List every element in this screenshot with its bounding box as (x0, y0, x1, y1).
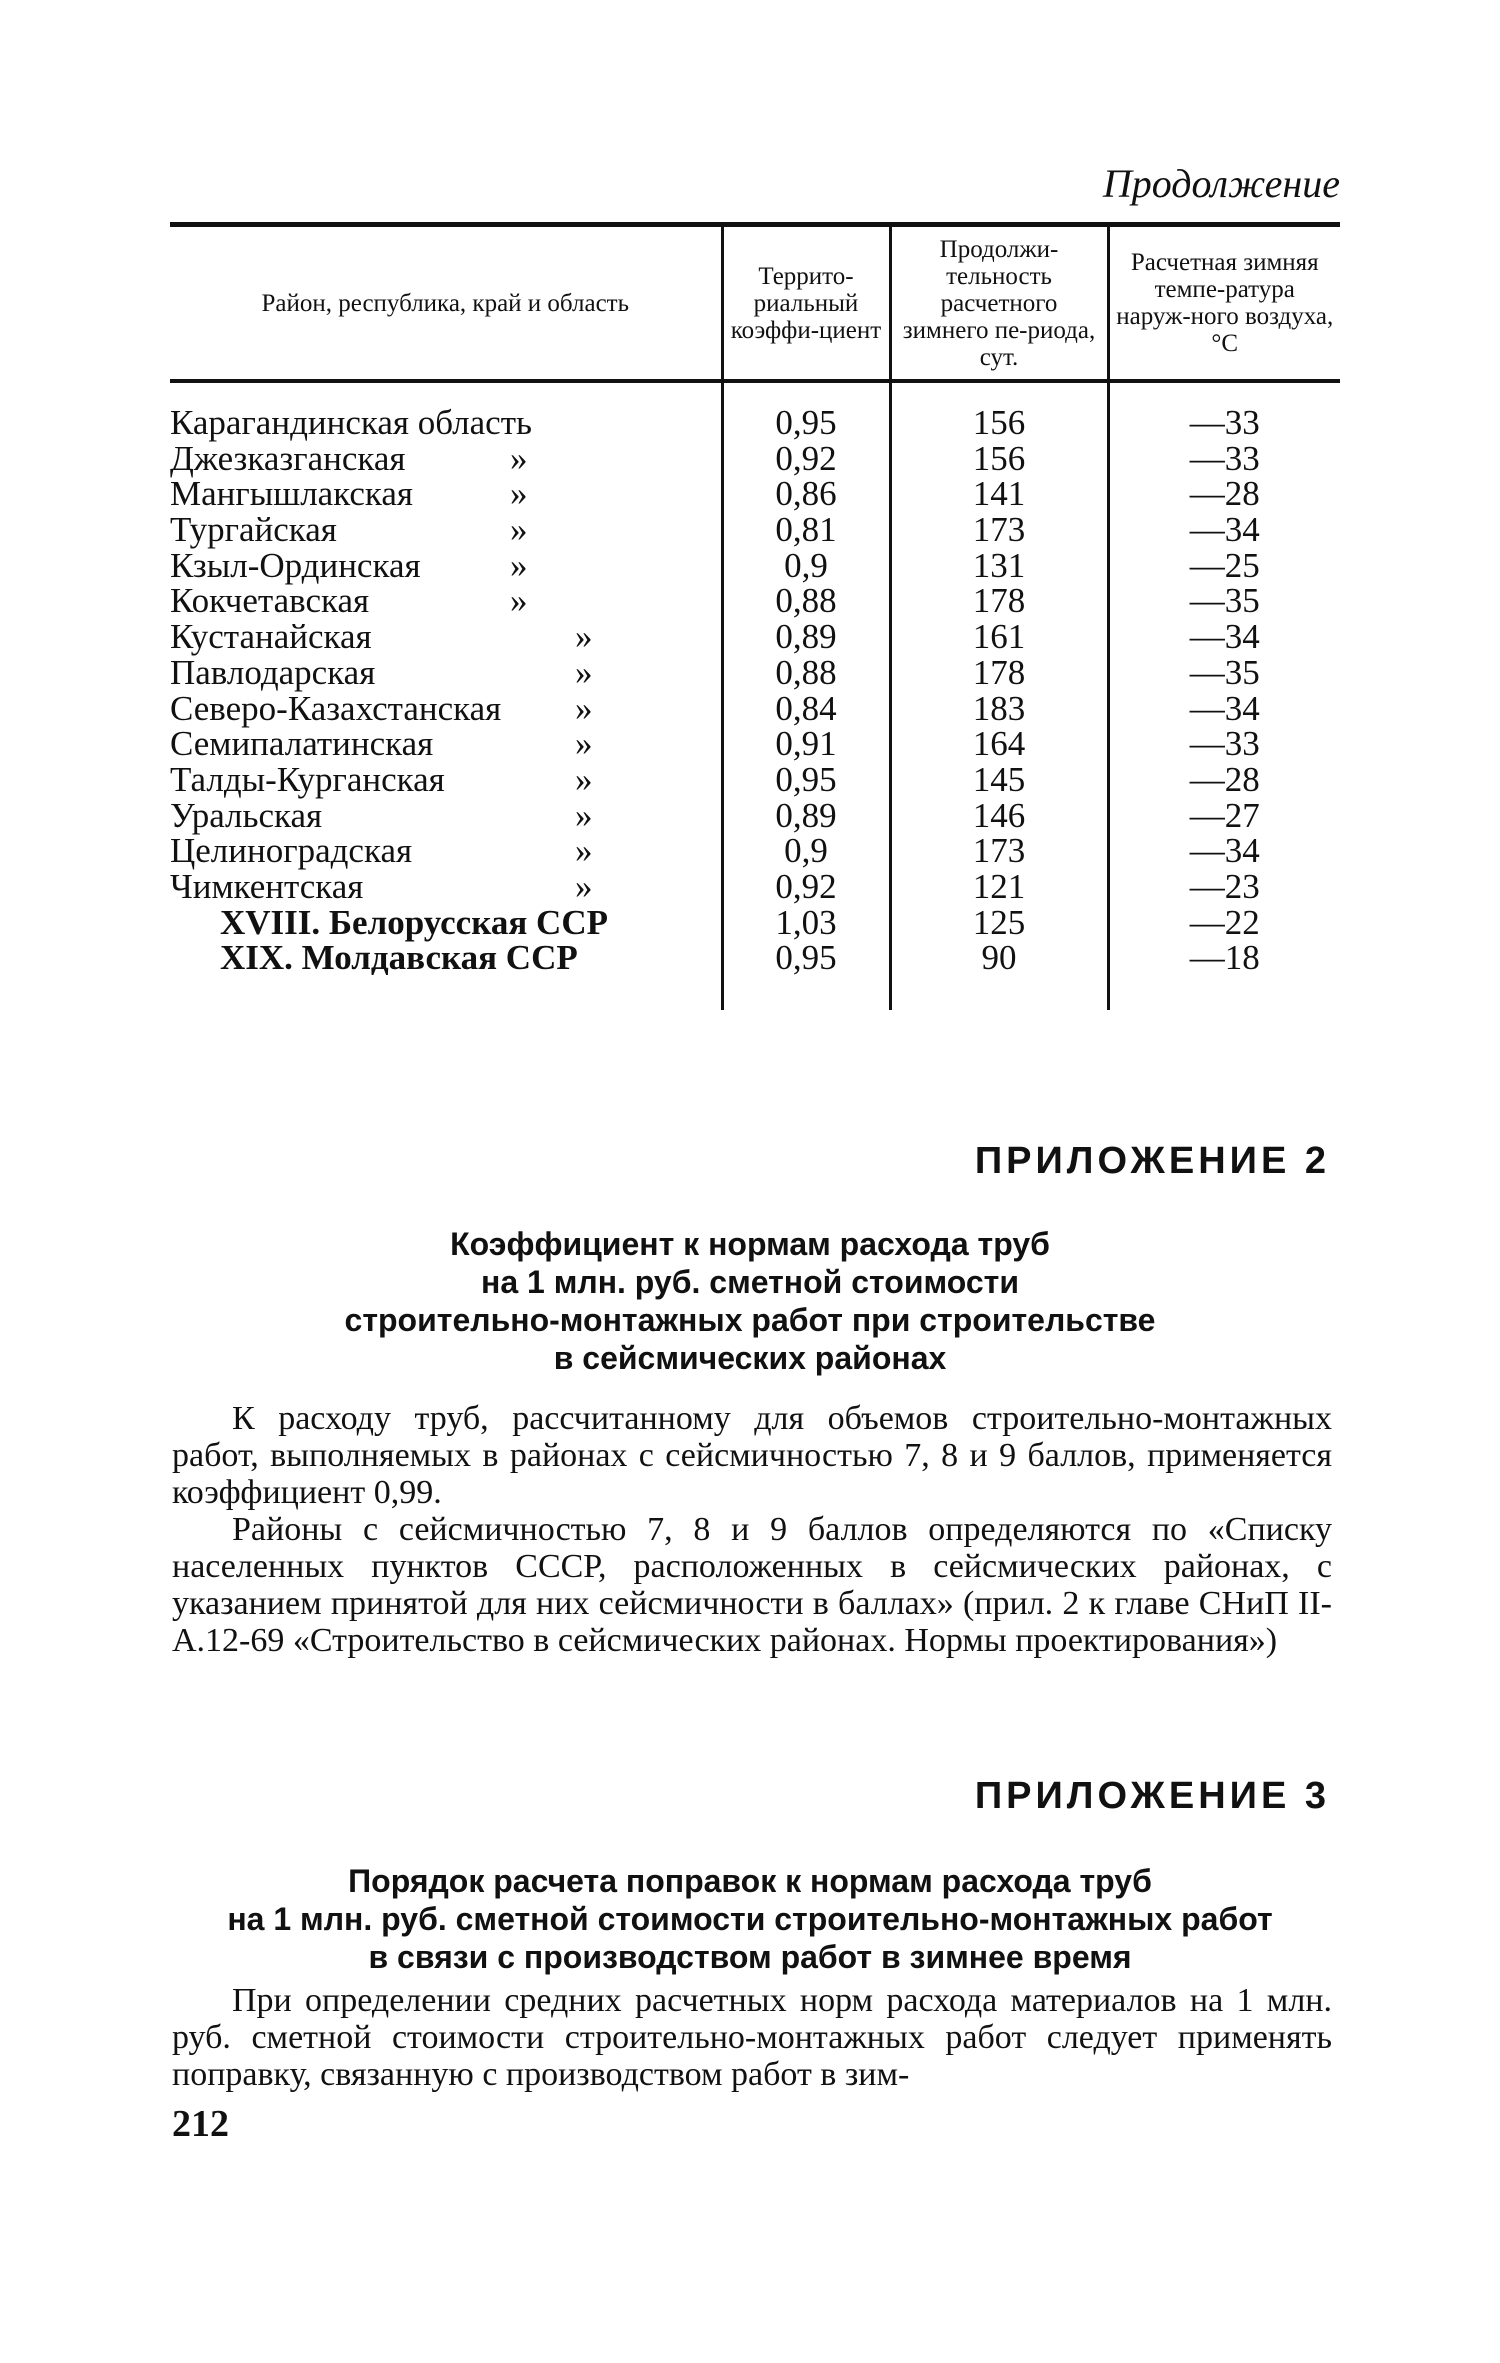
appendix-3-title-line: в связи с производством работ в зимнее время (368, 1939, 1132, 1975)
region-name-text: Тургайская (170, 510, 337, 550)
ditto-mark: » (510, 510, 528, 550)
region-name-text: Джезказганская (170, 438, 406, 478)
region-name (170, 619, 721, 655)
duration-value: 90 (981, 938, 1017, 978)
temperature-value: —34 (1189, 831, 1260, 871)
appendix-2-title-line: на 1 млн. руб. сметной стоимости (480, 1264, 1019, 1300)
appendix-3-text (172, 1982, 1332, 2093)
coefficient-value: 0,95 (775, 403, 837, 442)
continuation-label: Продолжение (1102, 161, 1340, 206)
duration-value: 145 (972, 759, 1026, 799)
duration-value: 131 (972, 545, 1026, 585)
temperature-value: —28 (1189, 759, 1260, 799)
region-name-text: Карагандинская область (170, 403, 532, 442)
column-header-temperature: Расчетная зимняя темпе-ратура наруж-ного воздуха, °С (1108, 227, 1340, 379)
coefficient-column (722, 383, 890, 1010)
coefficient-value: 0,9 (784, 545, 828, 585)
coefficient-value: 0,89 (775, 795, 837, 835)
region-name-text: Семипалатинская (170, 724, 434, 764)
region-name-text: Мангышлакская (170, 474, 413, 514)
ditto-mark: » (575, 866, 593, 906)
region-name-text: Северо-Казахстанская (170, 688, 502, 728)
duration-value: 183 (972, 688, 1026, 728)
duration-value: 141 (972, 474, 1026, 514)
region-name (170, 512, 721, 548)
coefficient-value: 0,88 (775, 581, 837, 621)
duration-value: 173 (972, 510, 1026, 550)
region-name (170, 902, 721, 942)
appendix-2-title-line: строительно-монтажных работ при строительстве (344, 1302, 1156, 1338)
paragraph: К расходу труб, рассчитанному для объемов строительно-монтажных работ, выполняемых в районах с сейсмичностью 7, 8 и 9 баллов, применяется коэффициент 0,99. (172, 1400, 1332, 1511)
appendix-2-text (172, 1400, 1332, 1659)
region-name (170, 652, 721, 692)
duration-value: 125 (972, 902, 1026, 942)
region-name (170, 688, 721, 728)
region-name-text: Павлодарская (170, 652, 376, 692)
coefficients-table (170, 222, 1340, 1010)
region-name (170, 405, 721, 441)
region-name-text: XIX. Молдавская ССР (220, 938, 578, 978)
region-name-text: XVIII. Белорусская ССР (220, 902, 608, 942)
temperature-value: —18 (1189, 938, 1260, 978)
appendix-3-label: ПРИЛОЖЕНИЕ 3 (974, 1775, 1330, 1817)
duration-column (890, 383, 1108, 1010)
region-name (170, 583, 721, 619)
temperature-value: —27 (1189, 795, 1260, 835)
ditto-mark: » (575, 795, 593, 835)
region-name (170, 759, 721, 799)
page-number: 212 (172, 2103, 229, 2145)
coefficient-value: 1,03 (775, 902, 837, 942)
paragraph: Районы с сейсмичностью 7, 8 и 9 баллов определяются по «Списку населенных пунктов СССР, расположенных в сейсмических районах, с указанием принятой для них сейсмичности в баллах» (прил. 2 к главе СНиП II-А.12-69 «Строительство в сейсмических районах. Нормы проектирования») (172, 1511, 1332, 1659)
coefficient-value: 0,92 (775, 438, 837, 478)
temperature-value: —33 (1189, 403, 1260, 442)
coefficient-value: 0,9 (784, 831, 828, 871)
ditto-mark: » (510, 581, 528, 621)
appendix-2-title (150, 1225, 1350, 1377)
region-name-text: Кустанайская (170, 617, 372, 657)
temperature-value: —34 (1189, 688, 1260, 728)
appendix-2-label: ПРИЛОЖЕНИЕ 2 (974, 1140, 1330, 1182)
duration-value: 156 (972, 438, 1026, 478)
region-name (170, 438, 721, 478)
temperature-value: —22 (1189, 902, 1260, 942)
ditto-mark: » (510, 438, 528, 478)
column-header-region: Район, республика, край и область (261, 289, 630, 317)
region-name-text: Уральская (170, 795, 323, 835)
ditto-mark: » (575, 652, 593, 692)
temperature-value: —35 (1189, 581, 1260, 621)
appendix-3-title-line: Порядок расчета поправок к нормам расхода труб (348, 1863, 1152, 1899)
appendix-2-title-line: Коэффициент к нормам расхода труб (450, 1226, 1050, 1262)
region-name (170, 726, 721, 762)
coefficient-value: 0,88 (775, 652, 837, 692)
region-name (170, 476, 721, 512)
appendix-3-title-line: на 1 млн. руб. сметной стоимости строительно-монтажных работ (227, 1901, 1273, 1937)
duration-value: 146 (972, 795, 1026, 835)
duration-value: 156 (972, 403, 1026, 442)
coefficient-value: 0,86 (775, 474, 837, 514)
coefficient-value: 0,81 (775, 510, 837, 550)
temperature-value: —34 (1189, 617, 1260, 657)
region-name-text: Кзыл-Ординская (170, 545, 421, 585)
appendix-2-title-line: в сейсмических районах (553, 1340, 947, 1376)
coefficient-value: 0,84 (775, 688, 837, 728)
temperature-value: —35 (1189, 652, 1260, 692)
appendix-3-title (150, 1862, 1350, 1976)
duration-value: 178 (972, 581, 1026, 621)
ditto-mark: » (510, 474, 528, 514)
temperature-value: —28 (1189, 474, 1260, 514)
ditto-mark: » (575, 724, 593, 764)
coefficient-value: 0,95 (775, 938, 837, 978)
duration-value: 178 (972, 652, 1026, 692)
duration-value: 173 (972, 831, 1026, 871)
temperature-value: —25 (1189, 545, 1260, 585)
ditto-mark: » (575, 688, 593, 728)
temperature-value: —34 (1189, 510, 1260, 550)
duration-value: 161 (972, 617, 1026, 657)
paragraph: При определении средних расчетных норм расхода материалов на 1 млн. руб. сметной стоимости строительно-монтажных работ следует применять поправку, связанную с производством работ в зим- (172, 1982, 1332, 2093)
duration-value: 121 (972, 866, 1026, 906)
coefficient-value: 0,89 (775, 617, 837, 657)
region-name (170, 940, 721, 976)
region-name (170, 545, 721, 585)
coefficient-value: 0,95 (775, 759, 837, 799)
temperature-value: —23 (1189, 866, 1260, 906)
temperature-column (1108, 383, 1340, 1010)
duration-value: 164 (972, 724, 1026, 764)
ditto-mark: » (575, 759, 593, 799)
coefficient-value: 0,91 (775, 724, 837, 764)
temperature-value: —33 (1189, 438, 1260, 478)
temperature-value: —33 (1189, 724, 1260, 764)
ditto-mark: » (575, 617, 593, 657)
region-name-text: Талды-Курганская (170, 759, 445, 799)
column-header-coefficient: Террито-риальный коэффи-циент (722, 227, 890, 379)
region-name (170, 833, 721, 869)
ditto-mark: » (575, 831, 593, 871)
column-header-duration: Продолжи-тельность расчетного зимнего пе-риода, сут. (890, 227, 1108, 379)
ditto-mark: » (510, 545, 528, 585)
coefficient-value: 0,92 (775, 866, 837, 906)
region-name (170, 795, 721, 835)
region-name-text: Целиноградская (170, 831, 413, 871)
region-name-text: Чимкентская (170, 866, 364, 906)
region-name-text: Кокчетавская (170, 581, 370, 621)
region-name (170, 866, 721, 906)
region-names-column (170, 383, 722, 1010)
